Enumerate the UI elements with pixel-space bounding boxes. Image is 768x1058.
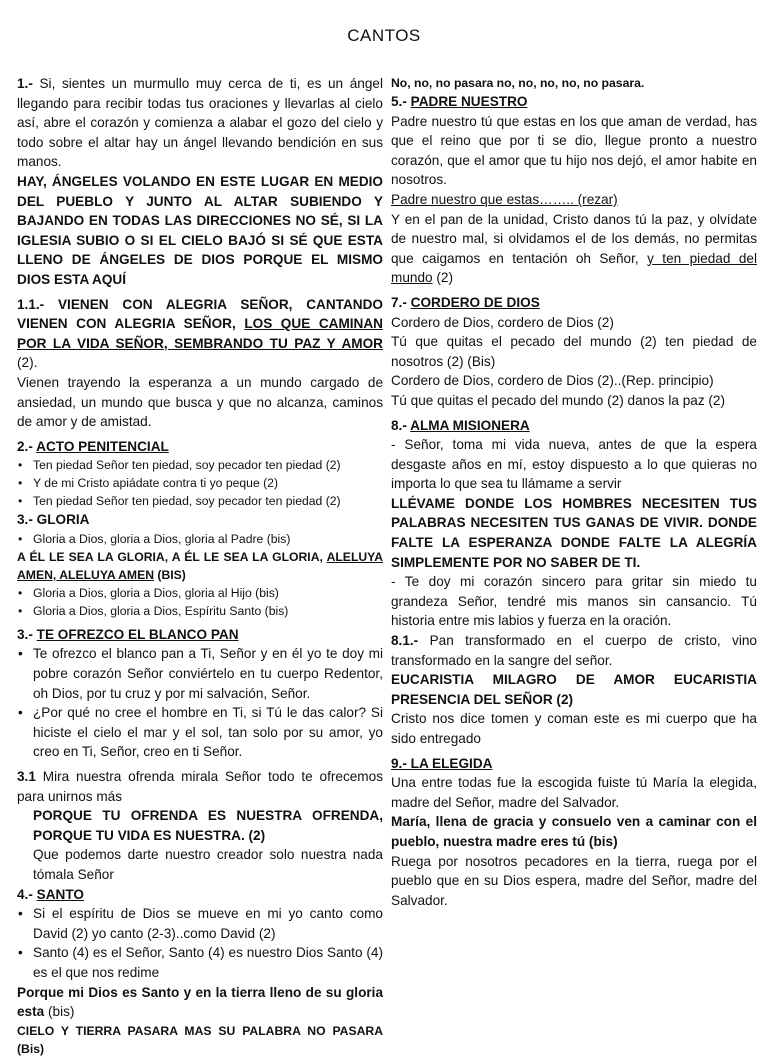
song-5-title: PADRE NUESTRO (410, 94, 528, 109)
song-1-verse (17, 74, 383, 172)
song-4-chorus-bold: Porque mi Dios es Santo y en la tierra lleno de su gloria esta (17, 984, 383, 1020)
song-7-line: Cordero de Dios, cordero de Dios (2) (391, 314, 614, 330)
song-8-verse-2: - Te doy mi corazón sincero para gritar sin miedo tu grandeza Señor, tendré mis manos sin cansancio. Tú historia entre mis labios y fuerza en la oración. (391, 574, 757, 629)
list-item: • Te ofrezco el blanco pan a Ti, Señor y en él yo te doy mi pobre corazón Señor conviértelo en tu cuerpo Redentor, oh Dios, por tu cruz y por mi salvación, Señor. (17, 644, 383, 703)
song-9-chorus: María, llena de gracia y consuelo ven a caminar con el pueblo, nuestra madre eres tú (bis) (391, 814, 757, 849)
song-8-1-verse-2: Cristo nos dice tomen y coman este es mi cuerpo que ha sido entregado (391, 711, 757, 746)
song-3b-heading (17, 625, 383, 645)
song-9-verse-2: Ruega por nosotros pecadores en la tierra, ruega por el pueblo que en su Dios espera, madre del Señor, madre del Salvador. (391, 853, 757, 908)
song-3-chorus (17, 548, 383, 584)
song-8-1-verse (391, 631, 757, 670)
song-5-number: 5.- (391, 94, 411, 109)
song-3-list-b (17, 584, 383, 620)
song-3-chorus-c: (BIS) (154, 567, 186, 582)
song-3-1-chorus: PORQUE TU OFRENDA ES NUESTRA OFRENDA, PORQUE TU VIDA ES NUESTRA. (2) (33, 808, 383, 843)
song-5-verse-2-end: (2) (432, 270, 453, 286)
list-item: • Gloria a Dios, gloria a Dios, gloria al Hijo (bis) (17, 584, 383, 602)
song-3b-list (17, 644, 383, 762)
song-8-number: 8.- (391, 417, 411, 433)
song-5-verse-2 (391, 210, 757, 288)
song-7-line: Cordero de Dios, cordero de Dios (2)..(Rep. principio) (391, 373, 714, 389)
song-8-chorus: LLÉVAME DONDE LOS HOMBRES NECESITEN TUS PALABRAS NECESITEN TUS GANAS DE VIVIR. DONDE FALTE LA ESPERANZA DONDE FALTE LA ALEGRÍA SIMPLEMENTE POR NO SABER DE TI. (391, 495, 757, 570)
page-title: CANTOS (347, 26, 421, 45)
song-3-chorus-b: ALELUYA AMEN, ALELUYA AMEN (17, 549, 383, 582)
song-8-1-text: Pan transformado en el cuerpo de cristo, vino transformado en la sangre del señor. (391, 633, 757, 668)
song-5-verse-2-underlined: y ten piedad del mundo (391, 250, 757, 286)
song-3-list-a (17, 530, 383, 548)
song-9-heading: 9.- LA ELEGIDA (391, 755, 493, 771)
song-3b-number: 3.- (17, 626, 37, 642)
song-8-heading (391, 416, 757, 436)
song-5-verse-2-text: Y en el pan de la unidad, Cristo danos tú la paz, y olvídate de nuestro mal, si olvidamos el de los demás, no permitas que caigamos en tentación oh Señor, (391, 211, 757, 266)
list-item: • Gloria a Dios, gloria a Dios, Espíritu Santo (bis) (17, 602, 383, 620)
song-3-1-verse (17, 767, 383, 806)
song-1-text: Si, sientes un murmullo muy cerca de ti, es un ángel llegando para recibir todas tus oraciones y llevarlas al cielo así, abre el corazón y comienza a alabar el gozo del cielo y todo sobre el altar hay un ángel llevando bendición en sus manos. (17, 76, 383, 170)
song-5-prayer-note: Padre nuestro que estas…….. (rezar) (391, 191, 618, 207)
song-3b-title: TE OFREZCO EL BLANCO PAN (36, 626, 239, 642)
song-1-1-verse: Vienen trayendo la esperanza a un mundo cargado de ansiedad, un mundo que busca y que no alcanza, caminos de amor y de amistad. (17, 374, 383, 430)
song-1-1-part-a: 1.1.- VIENEN CON ALEGRIA SEÑOR, CANTANDO VIENEN CON ALEGRIA SEÑOR, (17, 296, 383, 332)
song-2-heading (17, 437, 383, 457)
song-8-1-number: 8.1.- (391, 633, 419, 649)
song-1-1-part-b: LOS QUE CAMINAN POR LA VIDA SEÑOR, SEMBRANDO TU PAZ Y AMOR (17, 316, 383, 351)
song-7-line: Tú que quitas el pecado del mundo (2) danos la paz (2) (391, 392, 726, 408)
song-4-number: 4.- (17, 886, 37, 902)
song-4-title: SANTO (36, 886, 84, 902)
list-item: • Gloria a Dios, gloria a Dios, gloria al Padre (bis) (17, 530, 383, 548)
list-item: • ¿Por qué no cree el hombre en Ti, si Tú le das calor? Si hiciste el cielo el mar y el sol, tan solo por su amor, yo creo en Ti, Señor, creo en ti Señor. (17, 703, 383, 762)
song-4-heading (17, 885, 383, 905)
song-2-list (17, 456, 383, 510)
continued-line: No, no, no pasara no, no, no, no, no pasara. (391, 76, 645, 90)
song-5-verse: Padre nuestro tú que estas en los que aman de verdad, has que el reino que por ti se dio, llegue pronto a nuestro corazón, que el amor que tu hijo nos dejó, el amor habite en nosotros. (391, 113, 757, 188)
right-column (391, 74, 757, 910)
song-8-1-chorus: EUCARISTIA MILAGRO DE AMOR EUCARISTIA PRESENCIA DEL SEÑOR (2) (391, 672, 757, 707)
song-1-number: 1.- (17, 76, 33, 91)
list-item: • Y de mi Cristo apiádate contra ti yo peque (2) (17, 474, 383, 492)
song-1-chorus: HAY, ÁNGELES VOLANDO EN ESTE LUGAR EN MEDIO DEL PUEBLO Y JUNTO AL ALTAR SUBIENDO Y BAJANDO EN TODAS LAS DIRECCIONES NO SÉ, SI LA IGLESIA SUBIO O SI EL CIELO BAJÓ SI SÉ QUE ESTA LLENO DE ÁNGELES DE DIOS PORQUE EL MISMO DIOS ESTA AQUÍ (17, 173, 383, 287)
song-9-verse: Una entre todas fue la escogida fuiste tú María la elegida, madre del Señor, madre del Salvador. (391, 775, 757, 810)
song-7-title: CORDERO DE DIOS (410, 294, 540, 310)
song-8-title: ALMA MISIONERA (410, 417, 530, 433)
song-4-final-line: CIELO Y TIERRA PASARA MAS SU PALABRA NO PASARA (Bis) (17, 1023, 383, 1056)
song-4-list (17, 904, 383, 982)
song-2-number: 2.- (17, 438, 37, 454)
list-item: • Ten piedad Señor ten piedad, soy pecador ten piedad (2) (17, 456, 383, 474)
song-7-line: Tú que quitas el pecado del mundo (2) ten piedad de nosotros (2) (Bis) (391, 334, 757, 369)
song-3-1-verse-2: Que podemos darte nuestro creador solo nuestra nada tómala Señor (33, 847, 383, 882)
song-8-verse: - Señor, toma mi vida nueva, antes de que la espera desgaste años en mí, estoy dispuesto a lo que quieras no importa lo que sea tu llámame a servir (391, 437, 757, 492)
list-item: • Ten piedad Señor ten piedad, soy pecador ten piedad (2) (17, 492, 383, 510)
song-2-title: ACTO PENITENCIAL (36, 438, 169, 454)
song-7-number: 7.- (391, 294, 411, 310)
song-4-bis: (bis) (44, 1004, 75, 1020)
song-3-1-number: 3.1 (17, 769, 36, 785)
song-1-1-chorus (17, 295, 383, 373)
song-3-1-text: Mira nuestra ofrenda mirala Señor todo te ofrecemos para unirnos más (17, 769, 383, 804)
song-1-1-part-c: (2). (17, 355, 38, 371)
left-column (17, 74, 383, 1058)
list-item: • Si el espíritu de Dios se mueve en mi yo canto como David (2) yo canto (2-3)..como David (2) (17, 904, 383, 943)
song-3-heading: 3.- GLORIA (17, 512, 90, 528)
song-3-chorus-a: A ÉL LE SEA LA GLORIA, A ÉL LE SEA LA GLORIA, (17, 549, 327, 564)
song-7-heading (391, 293, 757, 313)
list-item: • Santo (4) es el Señor, Santo (4) es nuestro Dios Santo (4) es el que nos redime (17, 943, 383, 982)
song-4-chorus (17, 983, 383, 1022)
song-5-heading (391, 92, 757, 112)
